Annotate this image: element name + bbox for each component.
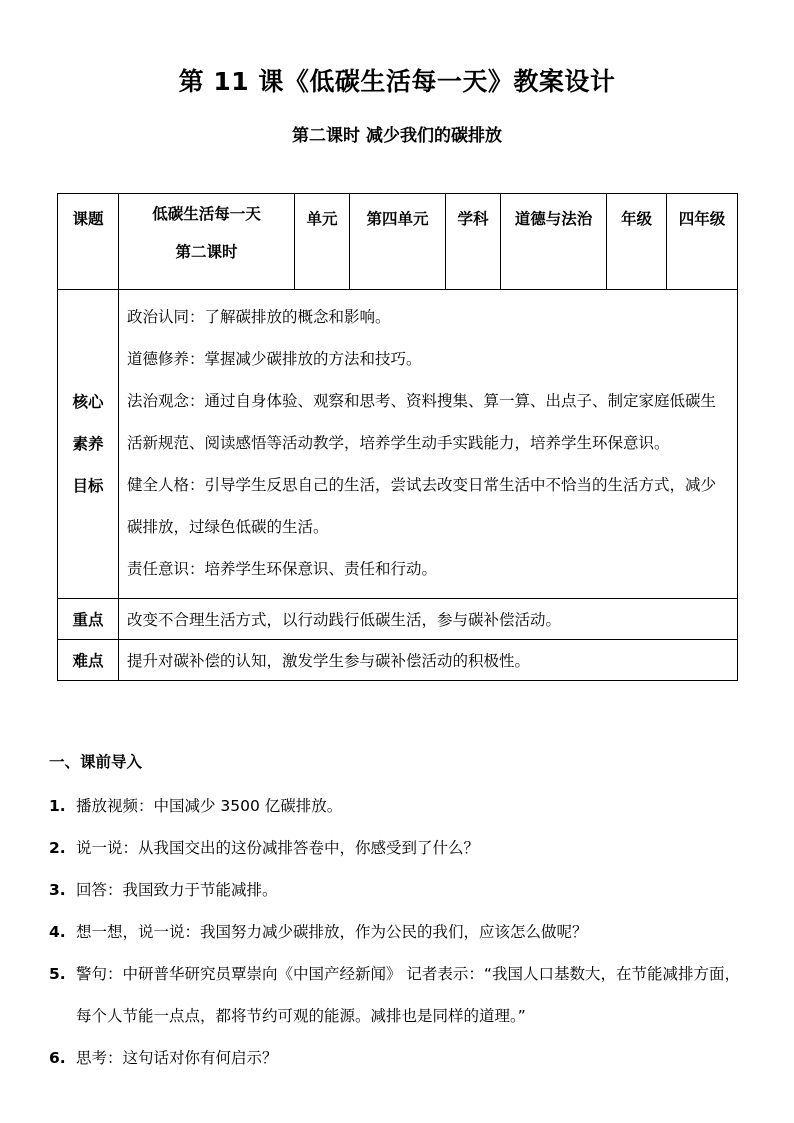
list-item-text: 回答：我国致力于节能减排。 xyxy=(76,881,278,899)
list-item-text: 想一想，说一说：我国努力减少碳排放，作为公民的我们，应该怎么做呢？ xyxy=(76,923,588,941)
list-item-number: 1. xyxy=(49,797,66,815)
list-item xyxy=(49,827,749,869)
core-goals-row xyxy=(58,290,738,599)
subject-label: 学科 xyxy=(446,194,501,290)
list-item xyxy=(49,785,749,827)
list-item-text: 思考：这句话对你有何启示？ xyxy=(76,1049,278,1067)
core-goals-label: 核心 素养 目标 xyxy=(58,290,119,599)
list-item-number: 3. xyxy=(49,881,66,899)
lesson-plan-table xyxy=(57,193,738,681)
key-point-label: 重点 xyxy=(58,599,119,640)
difficulty-value: 提升对碳补偿的认知，激发学生参与碳补偿活动的积极性。 xyxy=(119,640,738,681)
goal-rule-of-law: 法治观念：通过自身体验、观察和思考、资料搜集、算一算、出点子、制定家庭低碳生活新规范、阅读感悟等活动教学，培养学生动手实践能力，培养学生环保意识。 xyxy=(127,392,717,452)
intro-steps-list xyxy=(49,785,749,1079)
lesson-name-cell xyxy=(119,194,295,290)
list-item xyxy=(49,1037,749,1079)
unit-label: 单元 xyxy=(295,194,350,290)
goal-political-identity: 政治认同：了解碳排放的概念和影响。 xyxy=(127,308,391,326)
difficulty-label: 难点 xyxy=(58,640,119,681)
goal-responsibility: 责任意识：培养学生环保意识、责任和行动。 xyxy=(127,560,438,578)
goal-sound-personality: 健全人格：引导学生反思自己的生活，尝试去改变日常生活中不恰当的生活方式，减少碳排放，过绿色低碳的生活。 xyxy=(127,476,717,536)
list-item xyxy=(49,911,749,953)
list-item xyxy=(49,953,749,1037)
list-item-text: 播放视频：中国减少 3500 亿碳排放。 xyxy=(76,797,343,815)
grade-label: 年级 xyxy=(607,194,667,290)
list-item-text: 警句：中研普华研究员覃崇向《中国产经新闻》 记者表示：“我国人口基数大，在节能减排方面，每个人节能一点点，都将节约可观的能源。减排也是同样的道理。” xyxy=(76,965,740,1025)
difficulty-row xyxy=(58,640,738,681)
list-item-number: 5. xyxy=(49,965,66,983)
list-item-number: 6. xyxy=(49,1049,66,1067)
topic-label: 课题 xyxy=(58,194,119,290)
document-subtitle: 第二课时 减少我们的碳排放 xyxy=(292,126,502,146)
core-goals-content xyxy=(119,290,738,599)
key-point-value: 改变不合理生活方式，以行动践行低碳生活，参与碳补偿活动。 xyxy=(119,599,738,640)
list-item-number: 4. xyxy=(49,923,66,941)
list-item-text: 说一说：从我国交出的这份减排答卷中，你感受到了什么？ xyxy=(76,839,480,857)
goal-moral-cultivation: 道德修养：掌握减少碳排放的方法和技巧。 xyxy=(127,350,422,368)
grade-value: 四年级 xyxy=(667,194,738,290)
lesson-period: 第二课时 xyxy=(175,242,238,261)
lesson-name: 低碳生活每一天 xyxy=(152,205,261,223)
table-header-row xyxy=(58,194,738,290)
section-heading: 一、课前导入 xyxy=(49,753,143,771)
unit-value: 第四单元 xyxy=(350,194,446,290)
document-title: 第 11 课《低碳生活每一天》教案设计 xyxy=(178,67,616,96)
list-item-number: 2. xyxy=(49,839,66,857)
list-item xyxy=(49,869,749,911)
key-point-row xyxy=(58,599,738,640)
subject-value: 道德与法治 xyxy=(501,194,607,290)
